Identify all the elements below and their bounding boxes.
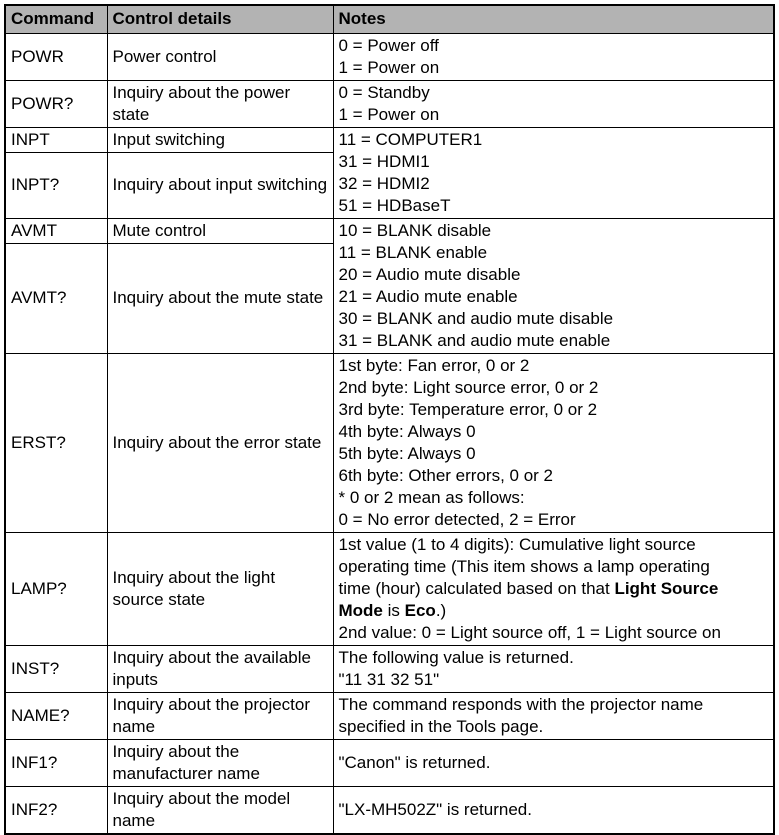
command-cell: INF2? [5,786,107,834]
notes-cell: 1st byte: Fan error, 0 or 2 2nd byte: Light source error, 0 or 2 3rd byte: Temperature error, 0 or 2 4th byte: Always 0 5th byte: Always 0 6th byte: Other errors, 0 or 2 * 0 or 2 mean as follows: 0 = No error detected, 2 = Error [333,353,774,532]
notes-cell: "Canon" is returned. [333,739,774,786]
notes-cell-avmt-shared: 10 = BLANK disable 11 = BLANK enable 20 = Audio mute disable 21 = Audio mute enable 30 = BLANK and audio mute disable 31 = BLANK and audio mute enable [333,218,774,353]
command-cell: ERST? [5,353,107,532]
control-cell: Power control [107,33,333,80]
control-cell: Inquiry about the mute state [107,243,333,353]
row-inst-inquiry [5,645,774,692]
table-header-row [5,5,774,33]
command-cell: POWR [5,33,107,80]
command-cell: INST? [5,645,107,692]
control-cell: Inquiry about the projector name [107,692,333,739]
control-cell: Inquiry about the model name [107,786,333,834]
control-cell: Inquiry about the power state [107,80,333,127]
header-command: Command [5,5,107,33]
command-cell: NAME? [5,692,107,739]
command-cell: AVMT [5,218,107,243]
notes-cell: 1st value (1 to 4 digits): Cumulative light source operating time (This item shows a lamp operating time (hour) calculated based on that Light Source Mode is Eco.) 2nd value: 0 = Light source off, 1 = Light source on [333,532,774,645]
row-avmt [5,218,774,243]
notes-cell-inpt-shared: 11 = COMPUTER1 31 = HDMI1 32 = HDMI2 51 = HDBaseT [333,127,774,218]
row-erst-inquiry [5,353,774,532]
row-inpt [5,127,774,152]
row-inf1-inquiry [5,739,774,786]
header-notes: Notes [333,5,774,33]
control-cell: Input switching [107,127,333,152]
notes-cell: 0 = Power off 1 = Power on [333,33,774,80]
control-cell: Inquiry about the available inputs [107,645,333,692]
notes-cell: The following value is returned. "11 31 32 51" [333,645,774,692]
control-cell: Inquiry about input switching [107,152,333,218]
row-powr [5,33,774,80]
control-cell: Mute control [107,218,333,243]
control-cell: Inquiry about the manufacturer name [107,739,333,786]
notes-cell: The command responds with the projector name specified in the Tools page. [333,692,774,739]
command-cell: INPT [5,127,107,152]
command-cell: AVMT? [5,243,107,353]
control-cell: Inquiry about the light source state [107,532,333,645]
row-lamp-inquiry [5,532,774,645]
notes-cell: "LX-MH502Z" is returned. [333,786,774,834]
command-cell: POWR? [5,80,107,127]
control-cell: Inquiry about the error state [107,353,333,532]
row-powr-inquiry [5,80,774,127]
command-cell: INF1? [5,739,107,786]
header-control-details: Control details [107,5,333,33]
command-cell: INPT? [5,152,107,218]
notes-cell: 0 = Standby 1 = Power on [333,80,774,127]
command-reference-table [4,4,775,835]
row-inf2-inquiry [5,786,774,834]
command-cell: LAMP? [5,532,107,645]
row-name-inquiry [5,692,774,739]
